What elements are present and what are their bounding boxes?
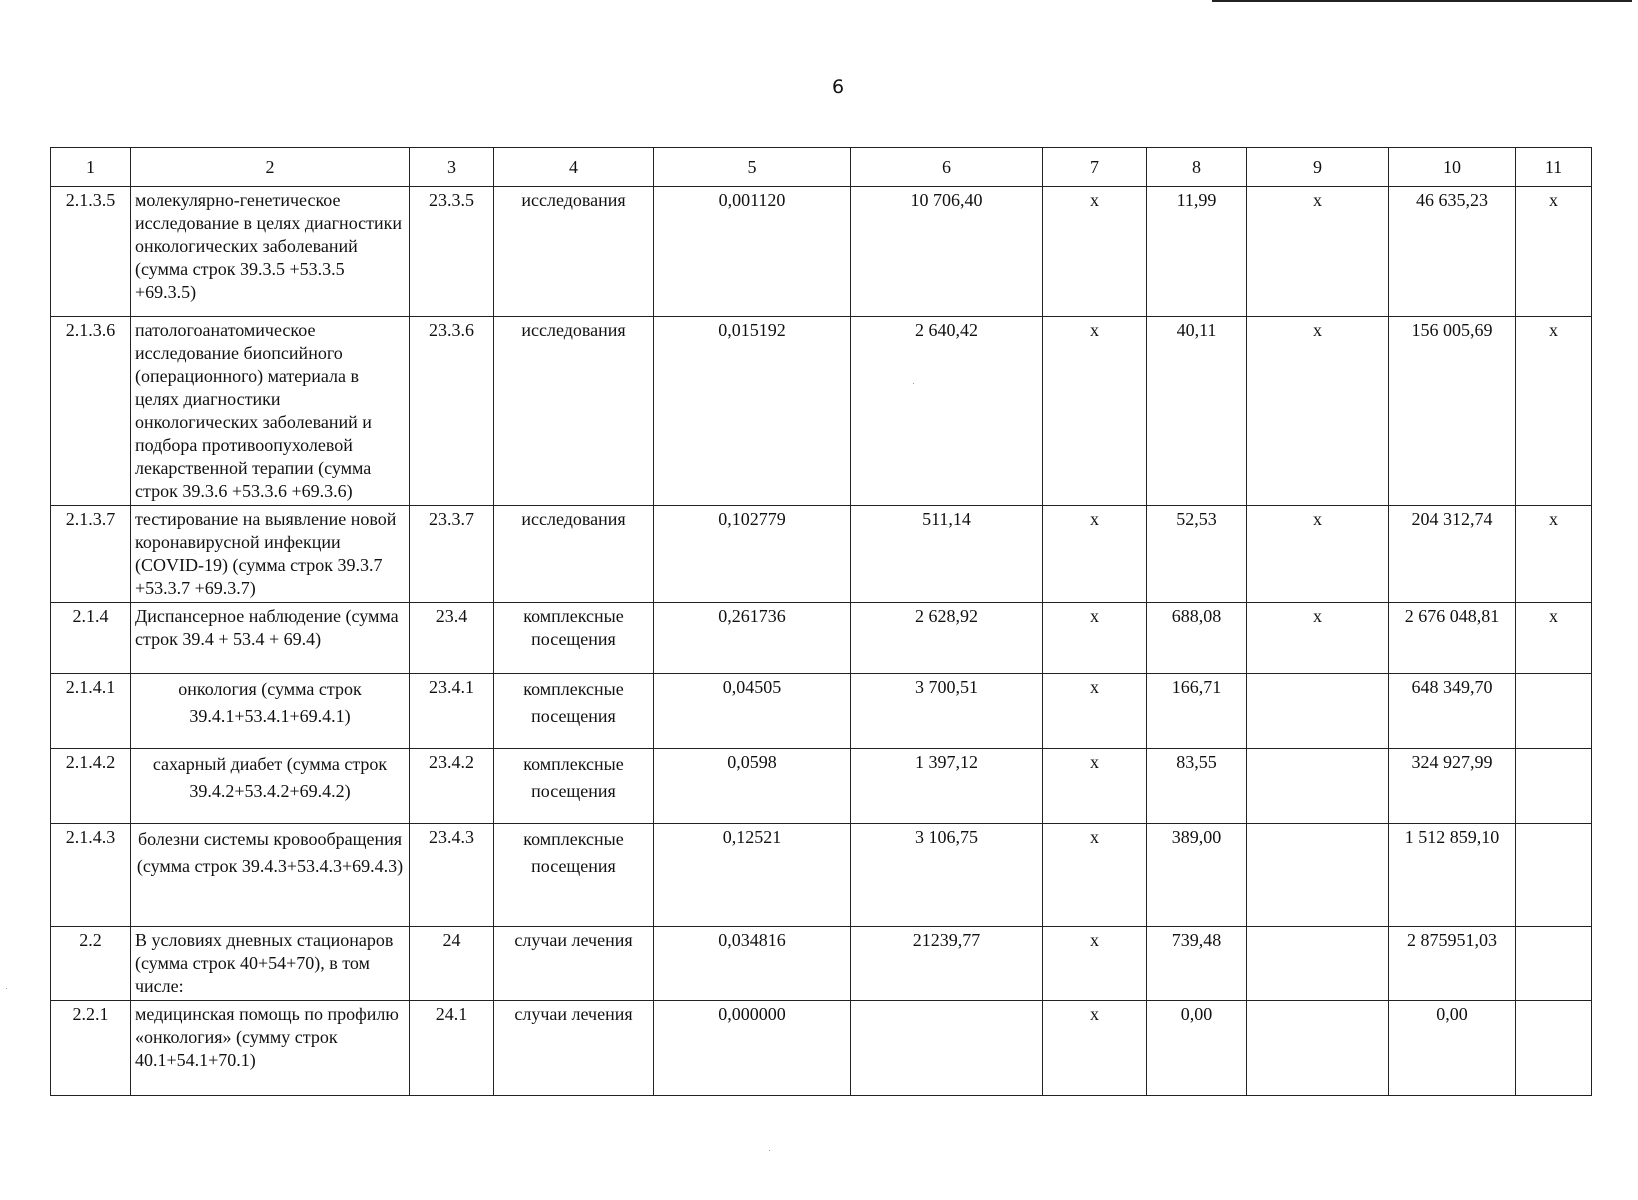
row-col6: 21239,77 — [851, 927, 1043, 1001]
row-line: 24.1 — [410, 1001, 494, 1096]
row-col6: 1 397,12 — [851, 749, 1043, 824]
row-col10: 324 927,99 — [1389, 749, 1516, 824]
row-col6 — [851, 1001, 1043, 1096]
row-col5: 0,000000 — [654, 1001, 851, 1096]
col-header-10: 10 — [1389, 148, 1516, 187]
row-col11 — [1516, 749, 1592, 824]
row-col7: х — [1043, 506, 1147, 603]
row-col10: 2 875951,03 — [1389, 927, 1516, 1001]
row-col5: 0,034816 — [654, 927, 851, 1001]
data-table — [50, 147, 1592, 1096]
row-unit: случаи лечения — [494, 927, 654, 1001]
row-col10: 648 349,70 — [1389, 674, 1516, 749]
row-code: 2.1.3.7 — [51, 506, 131, 603]
row-line: 23.4.3 — [410, 824, 494, 927]
row-col8: 11,99 — [1147, 187, 1247, 317]
row-col7: х — [1043, 674, 1147, 749]
row-col6: 3 700,51 — [851, 674, 1043, 749]
row-col5: 0,12521 — [654, 824, 851, 927]
row-col11: х — [1516, 187, 1592, 317]
row-unit: случаи лечения — [494, 1001, 654, 1096]
row-col11: х — [1516, 506, 1592, 603]
row-col7: х — [1043, 824, 1147, 927]
row-unit: исследования — [494, 317, 654, 506]
row-name: медицинская помощь по профилю «онкология» (сумму строк 40.1+54.1+70.1) — [131, 1001, 410, 1096]
col-header-6: 6 — [851, 148, 1043, 187]
scan-speck — [913, 383, 914, 384]
row-unit: исследования — [494, 506, 654, 603]
row-name: молекулярно-генетическое исследование в целях диагностики онкологических заболеваний (сумма строк 39.3.5 +53.3.5 +69.3.5) — [131, 187, 410, 317]
row-col8: 166,71 — [1147, 674, 1247, 749]
row-col11: х — [1516, 603, 1592, 674]
col-header-4: 4 — [494, 148, 654, 187]
row-unit: комплексные посещения — [494, 603, 654, 674]
row-col9 — [1247, 1001, 1389, 1096]
row-unit: комплексные посещения — [494, 674, 654, 749]
row-unit: комплексные посещения — [494, 824, 654, 927]
row-line: 23.4 — [410, 603, 494, 674]
row-code: 2.1.4.2 — [51, 749, 131, 824]
row-col11 — [1516, 824, 1592, 927]
row-col10: 156 005,69 — [1389, 317, 1516, 506]
row-col6: 2 628,92 — [851, 603, 1043, 674]
row-col7: х — [1043, 749, 1147, 824]
row-col5: 0,001120 — [654, 187, 851, 317]
table-row — [51, 1001, 1592, 1096]
row-col5: 0,04505 — [654, 674, 851, 749]
row-name: тестирование на выявление новой коронавирусной инфекции (COVID-19) (сумма строк 39.3.7 +53.3.7 +69.3.7) — [131, 506, 410, 603]
row-line: 23.4.2 — [410, 749, 494, 824]
row-col7: х — [1043, 1001, 1147, 1096]
row-col8: 739,48 — [1147, 927, 1247, 1001]
table-row — [51, 674, 1592, 749]
row-name: сахарный диабет (сумма строк 39.4.2+53.4.2+69.4.2) — [131, 749, 410, 824]
row-line: 23.3.5 — [410, 187, 494, 317]
row-col8: 389,00 — [1147, 824, 1247, 927]
row-col10: 46 635,23 — [1389, 187, 1516, 317]
row-col9 — [1247, 749, 1389, 824]
row-code: 2.1.4.1 — [51, 674, 131, 749]
col-header-11: 11 — [1516, 148, 1592, 187]
row-col5: 0,0598 — [654, 749, 851, 824]
col-header-3: 3 — [410, 148, 494, 187]
row-line: 23.3.6 — [410, 317, 494, 506]
row-col11 — [1516, 927, 1592, 1001]
row-line: 23.4.1 — [410, 674, 494, 749]
row-col9: х — [1247, 506, 1389, 603]
col-header-9: 9 — [1247, 148, 1389, 187]
col-header-8: 8 — [1147, 148, 1247, 187]
row-name: болезни системы кровообращения (сумма строк 39.4.3+53.4.3+69.4.3) — [131, 824, 410, 927]
col-header-1: 1 — [51, 148, 131, 187]
row-col5: 0,015192 — [654, 317, 851, 506]
row-code: 2.2 — [51, 927, 131, 1001]
col-header-7: 7 — [1043, 148, 1147, 187]
row-code: 2.1.4 — [51, 603, 131, 674]
row-col7: х — [1043, 187, 1147, 317]
table-row — [51, 749, 1592, 824]
row-col8: 52,53 — [1147, 506, 1247, 603]
row-code: 2.1.3.6 — [51, 317, 131, 506]
row-name: Диспансерное наблюдение (сумма строк 39.4 + 53.4 + 69.4) — [131, 603, 410, 674]
row-col7: х — [1043, 603, 1147, 674]
row-col9 — [1247, 927, 1389, 1001]
row-unit: комплексные посещения — [494, 749, 654, 824]
row-col7: х — [1043, 927, 1147, 1001]
row-col11: х — [1516, 317, 1592, 506]
row-code: 2.1.3.5 — [51, 187, 131, 317]
row-col5: 0,102779 — [654, 506, 851, 603]
table-row — [51, 317, 1592, 506]
row-col6: 511,14 — [851, 506, 1043, 603]
row-col8: 688,08 — [1147, 603, 1247, 674]
row-col9 — [1247, 674, 1389, 749]
row-code: 2.2.1 — [51, 1001, 131, 1096]
row-name: онкология (сумма строк 39.4.1+53.4.1+69.4.1) — [131, 674, 410, 749]
row-code: 2.1.4.3 — [51, 824, 131, 927]
scan-speck — [6, 988, 7, 989]
row-col6: 10 706,40 — [851, 187, 1043, 317]
row-col9: х — [1247, 317, 1389, 506]
row-col11 — [1516, 1001, 1592, 1096]
row-line: 23.3.7 — [410, 506, 494, 603]
row-name: патологоанатомическое исследование биопсийного (операционного) материала в целях диагностики онкологических заболеваний и подбора противоопухолевой лекарственной терапии (сумма строк 39.3.6 +53.3.6 +69.3.6) — [131, 317, 410, 506]
row-line: 24 — [410, 927, 494, 1001]
row-col10: 204 312,74 — [1389, 506, 1516, 603]
row-col11 — [1516, 674, 1592, 749]
table-row — [51, 506, 1592, 603]
row-col5: 0,261736 — [654, 603, 851, 674]
col-header-5: 5 — [654, 148, 851, 187]
row-unit: исследования — [494, 187, 654, 317]
row-col6: 3 106,75 — [851, 824, 1043, 927]
row-col7: х — [1043, 317, 1147, 506]
scan-edge-line — [1212, 0, 1632, 2]
row-col10: 2 676 048,81 — [1389, 603, 1516, 674]
row-col8: 40,11 — [1147, 317, 1247, 506]
table-row — [51, 927, 1592, 1001]
page-number: 6 — [831, 76, 845, 98]
table-row — [51, 187, 1592, 317]
row-name: В условиях дневных стационаров (сумма строк 40+54+70), в том числе: — [131, 927, 410, 1001]
row-col6: 2 640,42 — [851, 317, 1043, 506]
row-col8: 83,55 — [1147, 749, 1247, 824]
scan-speck — [769, 1150, 770, 1151]
table-row — [51, 824, 1592, 927]
header-row — [51, 148, 1592, 187]
row-col10: 1 512 859,10 — [1389, 824, 1516, 927]
row-col9 — [1247, 824, 1389, 927]
row-col8: 0,00 — [1147, 1001, 1247, 1096]
col-header-2: 2 — [131, 148, 410, 187]
row-col10: 0,00 — [1389, 1001, 1516, 1096]
row-col9: х — [1247, 187, 1389, 317]
row-col9: х — [1247, 603, 1389, 674]
table-row — [51, 603, 1592, 674]
